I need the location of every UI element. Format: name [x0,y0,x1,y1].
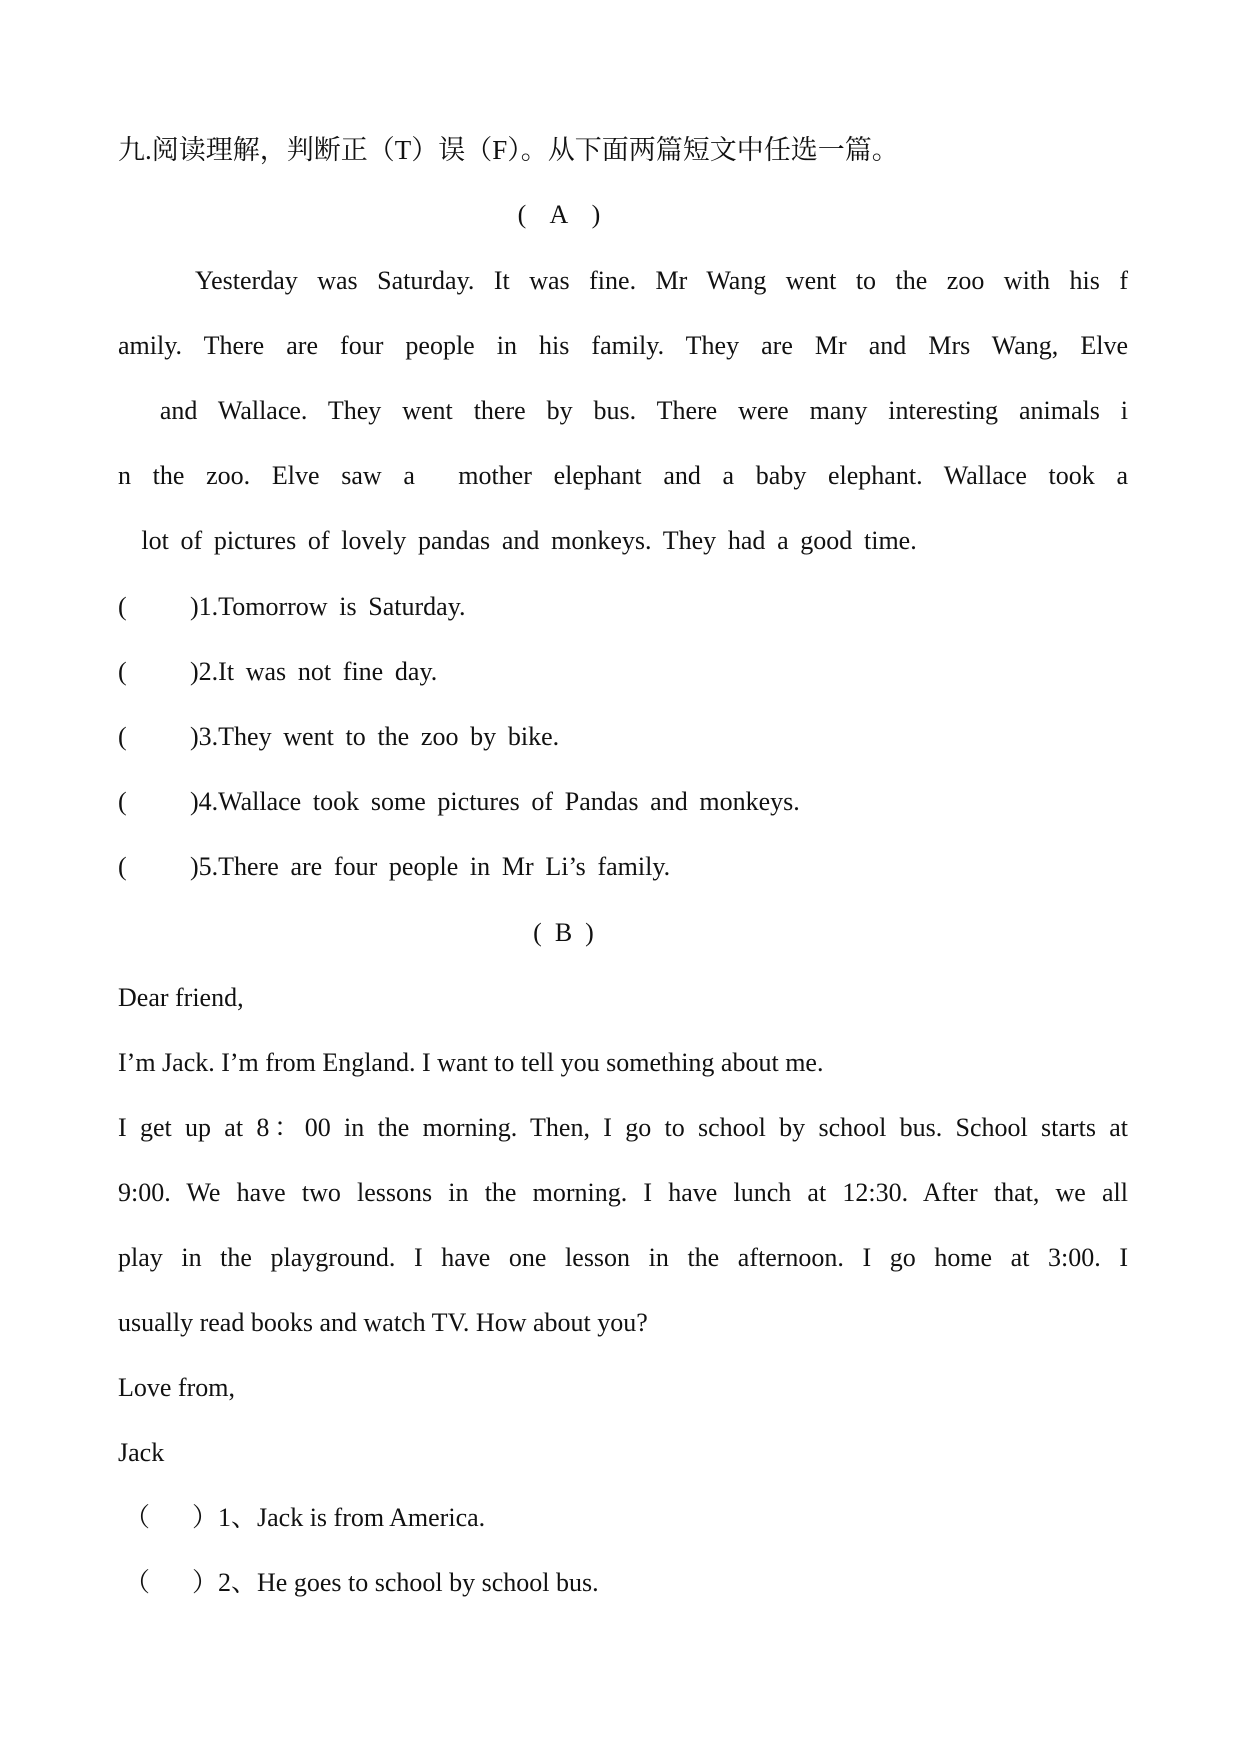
letter-closing: Love from, [118,1373,235,1402]
question-a-1 [118,594,466,620]
passage-a-line-4: n the zoo. Elve saw a mother elephant and a baby elephant. Wallace took a [118,461,1128,490]
section-a-label: ( A ) [517,200,610,229]
answer-blank[interactable]: ( [118,657,127,686]
passage-a-line-3: and Wallace. They went there by bus. There were many interesting animals i [118,396,1128,425]
question-a-2 [118,659,437,685]
answer-blank[interactable]: （ [124,1568,151,1597]
letter-body-line-4: usually read books and watch TV. How about you? [118,1308,648,1337]
answer-blank[interactable]: ( [118,722,127,751]
question-b-2 [124,1570,599,1596]
answer-blank[interactable]: ( [118,852,127,881]
answer-blank[interactable]: ( [118,592,127,621]
passage-a-line-5: lot of pictures of lovely pandas and monkeys. They had a good time. [118,526,917,555]
question-text: ）1、Jack is from America. [192,1503,486,1532]
answer-blank[interactable]: ( [118,787,127,816]
question-a-3 [118,724,559,750]
question-a-4 [118,789,800,815]
question-a-5 [118,854,670,880]
question-text: )2.It was not fine day. [190,657,438,686]
letter-body-line-2: 9:00. We have two lessons in the morning. I have lunch at 12:30. After that, we all [118,1178,1128,1207]
question-text: ）2、He goes to school by school bus. [192,1568,599,1597]
question-text: )5.There are four people in Mr Li’s family. [190,852,671,881]
question-text: )1.Tomorrow is Saturday. [190,592,466,621]
letter-intro: I’m Jack. I’m from England. I want to tell you something about me. [118,1048,824,1077]
letter-greeting: Dear friend, [118,983,244,1012]
question-text: )4.Wallace took some pictures of Pandas and monkeys. [190,787,800,816]
question-text: )3.They went to the zoo by bike. [190,722,560,751]
passage-a-line-2: amily. There are four people in his family. They are Mr and Mrs Wang, Elve [118,331,1128,360]
letter-signature: Jack [118,1438,165,1467]
letter-body-line-1: I get up at 8：00 in the morning. Then, I go to school by school bus. School starts at [118,1113,1128,1142]
question-b-1 [124,1505,485,1531]
letter-body-line-3: play in the playground. I have one lesson in the afternoon. I go home at 3:00. I [118,1243,1128,1272]
answer-blank[interactable]: （ [124,1503,151,1532]
section-b-label: ( B ) [533,918,594,947]
passage-a-line-1: Yesterday was Saturday. It was fine. Mr Wang went to the zoo with his f [118,266,1128,295]
exercise-heading: 九.阅读理解，判断正（T）误（F）。从下面两篇短文中任选一篇。 [118,135,899,165]
